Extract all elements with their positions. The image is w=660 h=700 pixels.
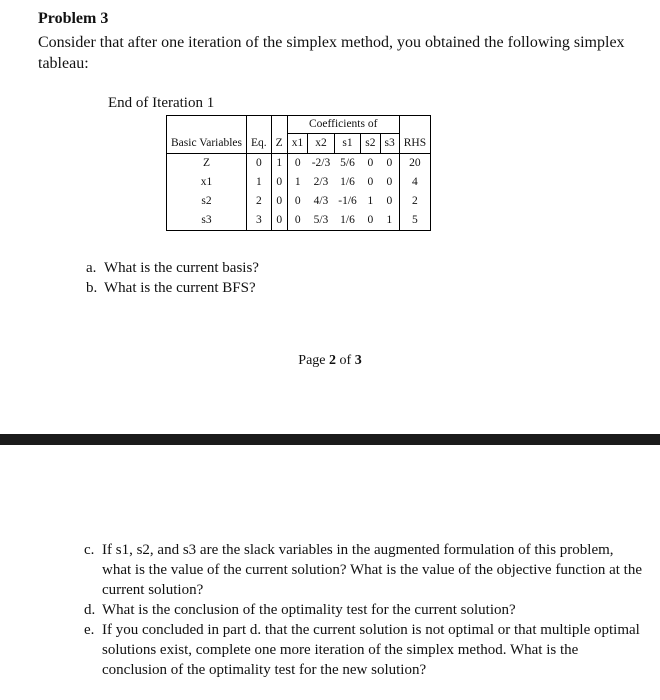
cell-rhs: 5	[412, 214, 418, 226]
cell-basic: x1	[167, 173, 247, 192]
cell-coef: 1	[380, 211, 399, 231]
question-b	[86, 278, 259, 298]
question-label: a.	[86, 260, 97, 276]
cell-rhs: 4	[412, 176, 418, 188]
cell-coef: 1/6	[340, 214, 355, 226]
cell-basic: Z	[167, 154, 247, 174]
header-var-z: Z	[271, 134, 287, 154]
cell-coef: 0	[271, 192, 287, 211]
cell-basic: s3	[167, 211, 247, 231]
header-eq: Eq.	[247, 134, 272, 154]
cell-eq: 2	[247, 192, 272, 211]
page-total: 3	[354, 353, 362, 368]
cell-coef: 0	[367, 157, 374, 169]
cell-coef: 4/3	[313, 195, 329, 207]
question-d	[84, 600, 644, 620]
cell-coef: 0	[380, 192, 399, 211]
cell-coef: -2/3	[311, 157, 331, 169]
question-text: What is the current BFS?	[104, 280, 256, 296]
table-row	[167, 173, 431, 192]
question-c	[84, 540, 644, 600]
tableau-caption: End of Iteration 1	[108, 95, 215, 111]
cell-coef: 5/6	[340, 157, 355, 169]
table-row	[167, 211, 431, 231]
cell-eq: 1	[247, 173, 272, 192]
table-row	[167, 192, 431, 211]
page-current: 2	[329, 353, 337, 368]
cell-coef: 0	[380, 154, 399, 174]
cell-coef: 0	[271, 211, 287, 231]
questions-part-1	[86, 258, 259, 298]
questions-part-2	[84, 540, 644, 680]
coefficients-header: Coefficients of	[287, 116, 399, 134]
cell-coef: 0	[367, 176, 374, 188]
cell-coef: 0	[380, 173, 399, 192]
cell-coef: 0	[294, 157, 301, 169]
simplex-tableau	[166, 115, 431, 231]
tableau-header-row-1	[167, 116, 431, 134]
header-var-x1: x1	[287, 134, 308, 154]
header-var-s1: s1	[334, 134, 361, 154]
cell-coef: 5/3	[313, 214, 329, 226]
question-text: What is the current basis?	[104, 260, 259, 276]
page-prefix: Page	[298, 353, 330, 368]
header-var-s2: s2	[361, 134, 380, 154]
header-var-x2: x2	[308, 134, 335, 154]
question-label: d.	[84, 602, 96, 618]
question-text: If s1, s2, and s3 are the slack variables in the augmented formulation of this problem, what is the value of the current solution? What is the value of the objective function at the current solution?	[102, 542, 642, 598]
header-basic-variables: Basic Variables	[167, 134, 247, 154]
page-divider	[0, 434, 660, 445]
cell-coef: 0	[271, 173, 287, 192]
header-rhs: RHS	[399, 134, 430, 154]
problem-intro: Consider that after one iteration of the simplex method, you obtained the following simplex tableau:	[38, 34, 625, 72]
cell-rhs: 20	[409, 157, 421, 169]
cell-rhs: 2	[412, 195, 418, 207]
cell-coef: 2/3	[313, 176, 329, 188]
header-var-s3: s3	[380, 134, 399, 154]
cell-coef: 1	[367, 195, 374, 207]
cell-coef: -1/6	[338, 195, 357, 207]
question-e	[84, 620, 644, 680]
cell-coef: 0	[294, 214, 301, 226]
tableau-header-row-2	[167, 134, 431, 154]
question-a	[86, 258, 259, 278]
page-indicator	[0, 353, 660, 369]
question-label: c.	[84, 542, 95, 558]
cell-coef: 1	[294, 176, 301, 188]
cell-coef: 0	[367, 214, 374, 226]
cell-coef: 0	[294, 195, 301, 207]
cell-eq: 3	[247, 211, 272, 231]
question-label: e.	[84, 622, 95, 638]
cell-coef: 1/6	[340, 176, 355, 188]
table-row	[167, 154, 431, 174]
question-text: If you concluded in part d. that the current solution is not optimal or that multiple optimal solutions exist, complete one more iteration of the simplex method. What is the conclusion of the optimality test for the new solution?	[102, 622, 640, 678]
cell-coef: 1	[271, 154, 287, 174]
question-text: What is the conclusion of the optimality test for the current solution?	[102, 602, 516, 618]
question-label: b.	[86, 280, 98, 296]
cell-basic: s2	[167, 192, 247, 211]
problem-title: Problem 3	[38, 10, 109, 27]
page-middle: of	[336, 353, 355, 368]
cell-eq: 0	[247, 154, 272, 174]
